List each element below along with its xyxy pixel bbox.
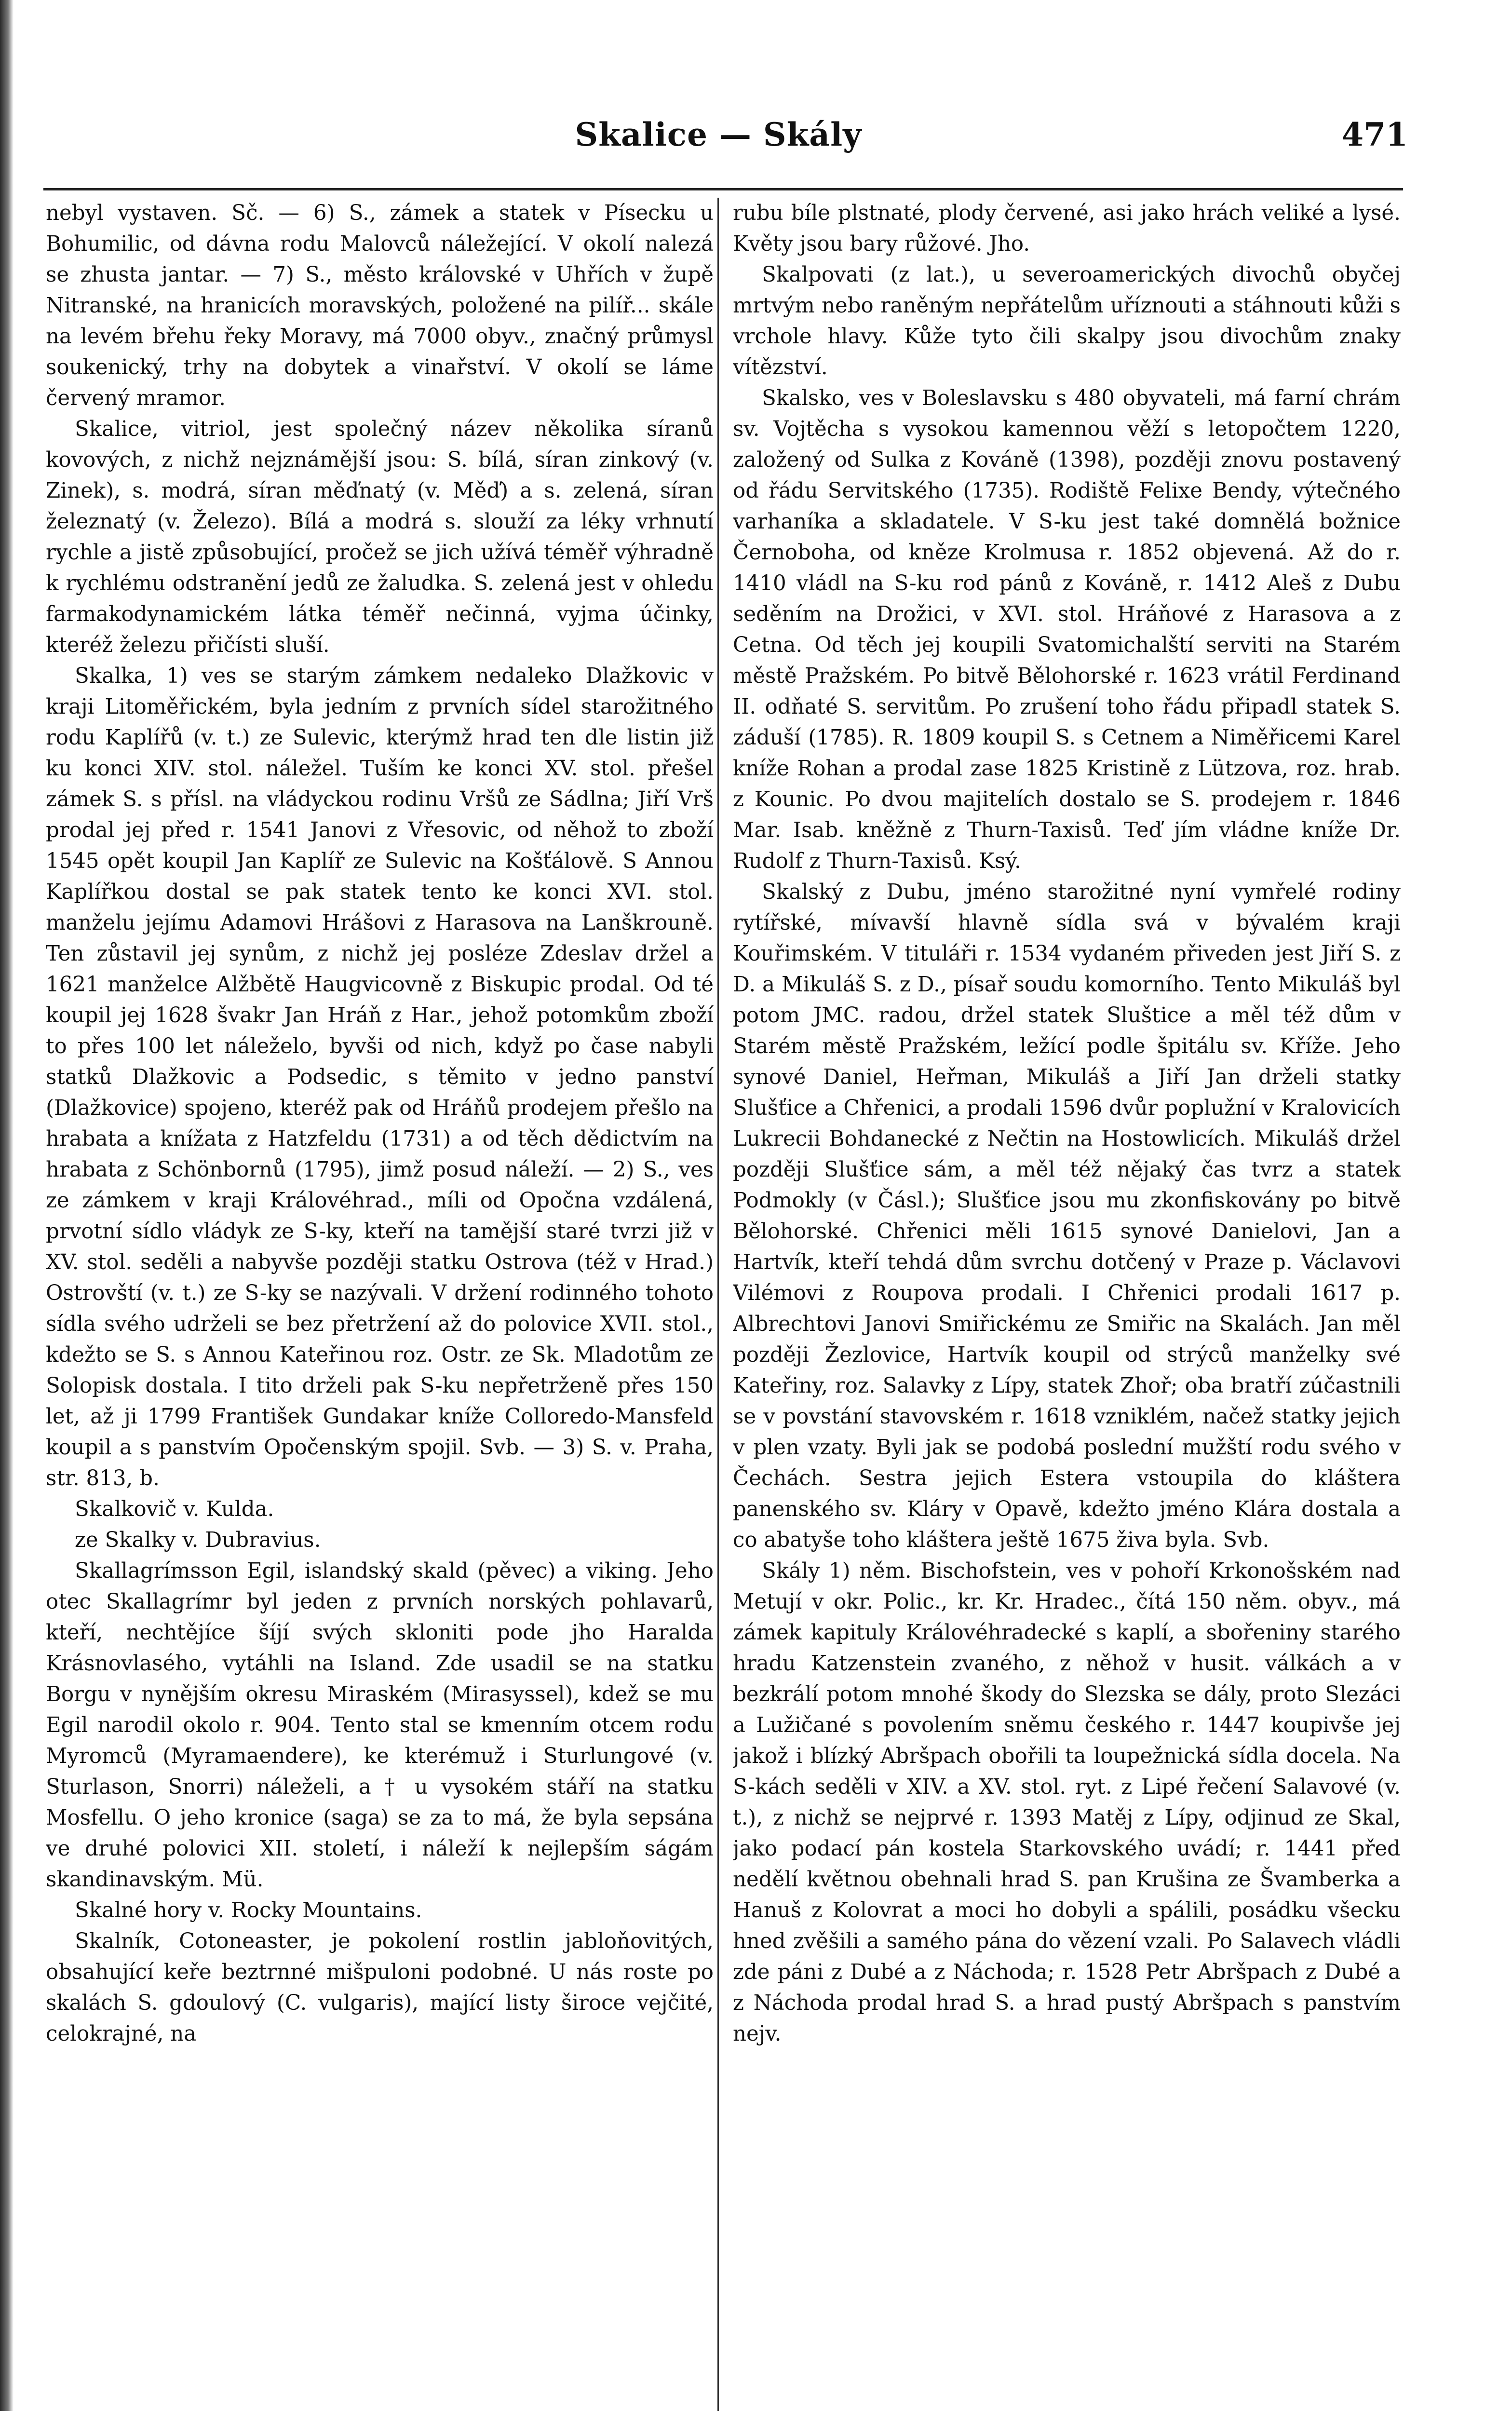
entry-skalsky: Skalský z Dubu, jméno starožitné nyní vymřelé rodiny rytířské, mívavší hlavně sídla svá v bývalém kraji Kouřimském. V tituláři r. 1534 vydaném přiveden jest Jiří S. z D. a Mikuláš S. z D., písař soudu komorního. Tento Mikuláš byl potom JMC. radou, držel statek Sluštice a měl též dům v Starém městě Pražském, ležící podle špitálu sv. Kříže. Jeho synové Daniel, Heřman, Mikuláš a Jiří Jan drželi statky Slušťice a Chřenici, a prodali 1596 dvůr poplužní v Kralovicích Lukrecii Bohdanecké z Nečtin na Hostowlicích. Mikuláš držel později Slušťice sám, a měl též nějaký čas tvrz a statek Podmokly (v Čásl.); Slušťice jsou mu zkonfiskovány po bitvě Bělohorské. Chřenici měli 1615 synové Danielovi, Jan a Hartvík, kteří tehdá dům svrchu dotčený v Praze p. Václavovi Vilémovi z Roupova prodali. I Chřenici prodali 1617 p. Albrechtovi Janovi Smiřickému ze Smiřic na Skalách. Jan měl později Žezlovice, Hartvík koupil od strýců manželky své Kateřiny, roz. Salavky z Lípy, statek Zhoř; oba bratří zúčastnili se v povstání stavovském r. 1618 vzniklém, načež statky jejich v plen vzaty. Byli jak se podobá poslední mužští rodu svého v Čechách. Sestra jejich Estera vstoupila do kláštera panenského sv. Kláry v Opavě, kdežto jméno Klára dostala a co abatyše toho kláštera ještě 1675 živa byla. Svb. <box>733 880 1401 1552</box>
entry-skaly: Skály 1) něm. Bischofstein, ves v pohoří Krkonošském nad Metují v okr. Polic., kr. Kr. Hradec., čítá 150 něm. obyv., má zámek kapituly Královéhradecké s kaplí, a sbořeniny starého hradu Katzenstein zvaného, z něhož v husit. válkách a v bezkrálí potom mnohé škody do Slezska se dály, proto Slezáci a Lužičané s povolením sněmu českého r. 1447 koupivše jej jakož i blízký Abršpach obořili ta loupežnická sídla docela. Na S-kách seděli v XIV. a XV. stol. ryt. z Lipé řečení Salavové (v. t.), z nichž se nejprvé r. 1393 Matěj z Lípy, odjinud ze Skal, jako podací pán kostela Starkovského uvádí; r. 1441 před nedělí květnou obehnali hrad S. pan Krušina ze Švamberka a Hanuš z Kolovrat a moci ho dobyli a spálili, posádku všecku hned zvěšili a samého pána do vězení vzali. Po Salavech vládli zde páni z Dubé a z Náchoda; r. 1528 Petr Abršpach z Dubé a z Náchoda prodal hrad S. a hrad pustý Abršpach s panstvím nejv. <box>733 1559 1401 2046</box>
entry-paragraph: nebyl vystaven. Sč. — 6) S., zámek a statek v Písecku u Bohumilic, od dávna rodu Malovců náležející. V okolí nalezá se zhusta jantar. — 7) S., město královské v Uhřích v župě Nitranské, na hranicích moravských, položené na pilíř... skále na levém břehu řeky Moravy, má 7000 obyv., značný průmysl soukenický, trhy na dobytek a vinařství. V okolí se láme červený mramor. <box>46 201 714 410</box>
entry-skalpovati: Skalpovati (z lat.), u severoamerických divochů obyčej mrtvým nebo raněným nepřátelům uříznouti a stáhnouti kůži s vrchole hlavy. Kůže tyto čili skalpy jsou divochům znaky vítězství. <box>733 263 1401 379</box>
entry-skallagrimsson: Skallagrímsson Egil, islandský skald (pěvec) a viking. Jeho otec Skallagrímr byl jeden z prvních norských pohlavarů, kteří, nechtějíce šíjí svých skloniti pode jho Haralda Krásnovlasého, vytáhli na Island. Zde usadil se na statku Borgu v nynějším okresu Miraském (Mirasyssel), kdež se mu Egil narodil okolo r. 904. Tento stal se kmenním otcem rodu Myromců (Myramaendere), ke kterémuž i Sturlungové (v. Sturlason, Snorri) náleželi, a † u vysokém stáří na statku Mosfellu. O jeho kronice (saga) se za to má, že byla sepsána ve druhé polovici XII. století, i náleží k nejlepším ságám skandinavským. Mü. <box>46 1559 714 1892</box>
entry-skalice-vitriol: Skalice, vitriol, jest společný název několika síranů kovových, z nichž nejznámější jsou: S. bílá, síran zinkový (v. Zinek), s. modrá, síran měďnatý (v. Měď) a s. zelená, síran železnatý (v. Železo). Bílá a modrá s. slouží za léky vrhnutí rychle a jistě způsobující, pročež se jich užívá téměř výhradně k rychlému odstranění jedů ze žaludka. S. zelená jest v ohledu farmakodynamickém látka téměř nečinná, vyjma účinky, kteréž železu přičísti sluší. <box>46 417 714 657</box>
entry-skalnik: Skalník, Cotoneaster, je pokolení rostlin jabloňovitých, obsahující keře beztrnné mišpuloni podobné. U nás roste po skalách S. gdoulový (C. vulgaris), mající listy široce vejčité, celokrajné, na <box>46 1929 714 2046</box>
column-divider <box>717 198 719 2411</box>
running-head: Skalice — Skály <box>575 116 862 153</box>
left-column <box>46 198 714 2411</box>
page-number: 471 <box>1341 116 1408 153</box>
scan-edge <box>0 0 14 2411</box>
right-column <box>733 198 1401 2411</box>
page-header <box>29 116 1408 169</box>
entry-skalkovic: Skalkovič v. Kulda. <box>75 1497 274 1521</box>
entry-ze-skalky: ze Skalky v. Dubravius. <box>75 1528 321 1552</box>
entry-skalne-hory: Skalné hory v. Rocky Mountains. <box>75 1898 422 1923</box>
header-rule <box>43 188 1403 190</box>
entry-skalka: Skalka, 1) ves se starým zámkem nedaleko Dlažkovic v kraji Litoměřickém, byla jedním z prvních sídel starožitného rodu Kaplířů (v. t.) ze Sulevic, kterýmž hrad ten dle listin již ku konci XIV. stol. náležel. Tuším ke konci XV. stol. přešel zámek S. s přísl. na vládyckou rodinu Vršů ze Sádlna; Jiří Vrš prodal jej před r. 1541 Janovi z Vřesovic, od něhož to zboží 1545 opět koupil Jan Kaplíř ze Sulevic na Košťálově. S Annou Kaplířkou dostal se pak statek tento ke konci XVI. stol. manželu jejímu Adamovi Hrášovi z Harasova na Lanškrouně. Ten zůstavil jej synům, z nichž jej posléze Zdeslav držel a 1621 manželce Alžbětě Haugvicovně z Biskupic prodal. Od té koupil jej 1628 švakr Jan Hráň z Har., jehož potomkům zboží to přes 100 let náleželo, byvši od nich, když po čase nabyli statků Dlažkovic a Podsedic, s těmito v jedno panství (Dlažkovice) spojeno, kteréž pak od Hráňů prodejem přešlo na hrabata a knížata z Hatzfeldu (1731) a od těch dědictvím na hrabata z Schönbornů (1795), jimž posud náleží. — 2) S., ves ze zámkem v kraji Královéhrad., míli od Opočna vzdálená, prvotní sídlo vládyk ze S-ky, kteří na tamější staré tvrzi již v XV. stol. seděli a nabyvše později statku Ostrova (též v Hrad.) Ostrovští (v. t.) ze S-ky se nazývali. V držení rodinného tohoto sídla svého udrželi se bez přetržení až do polovice XVII. stol., kdežto se S. s Annou Kateřinou roz. Ostr. ze Sk. Mladotům ze Solopisk dostala. I tito drželi pak S-ku nepřetrženě přes 150 let, až ji 1799 František Gundakar kníže Colloredo-Mansfeld koupil a s panstvím Opočenským spojil. Svb. — 3) S. v. Praha, str. 813, b. <box>46 664 714 1490</box>
entry-paragraph: rubu bíle plstnaté, plody červené, asi jako hrách veliké a lysé. Květy jsou bary růžové. Jho. <box>733 201 1401 256</box>
entry-skalsko: Skalsko, ves v Boleslavsku s 480 obyvateli, má farní chrám sv. Vojtěcha s vysokou kamennou věží s letopočtem 1220, založený od Sulka z Kováně (1398), později znovu postavený od řádu Servitského (1735). Rodiště Felixe Bendy, výtečného varhaníka a skladatele. V S-ku jest také domnělá božnice Černoboha, od kněze Krolmusa r. 1852 objevená. Až do r. 1410 vládl na S-ku rod pánů z Kováně, r. 1412 Aleš z Dubu seděním na Drožici, v XVI. stol. Hráňové z Harasova a z Cetna. Od těch jej koupili Svatomichalští serviti na Starém městě Pražském. Po bitvě Bělohorské r. 1623 vrátil Ferdinand II. odňaté S. servitům. Po zrušení toho řádu připadl statek S. záduší (1785). R. 1809 koupil S. s Cetnem a Niměřicemi Karel kníže Rohan a prodal zase 1825 Kristině z Lützova, roz. hrab. z Kounic. Po dvou majitelích dostalo se S. prodejem r. 1846 Mar. Isab. kněžně z Thurn-Taxisů. Teď jím vládne kníže Dr. Rudolf z Thurn-Taxisů. Ksý. <box>733 386 1401 873</box>
